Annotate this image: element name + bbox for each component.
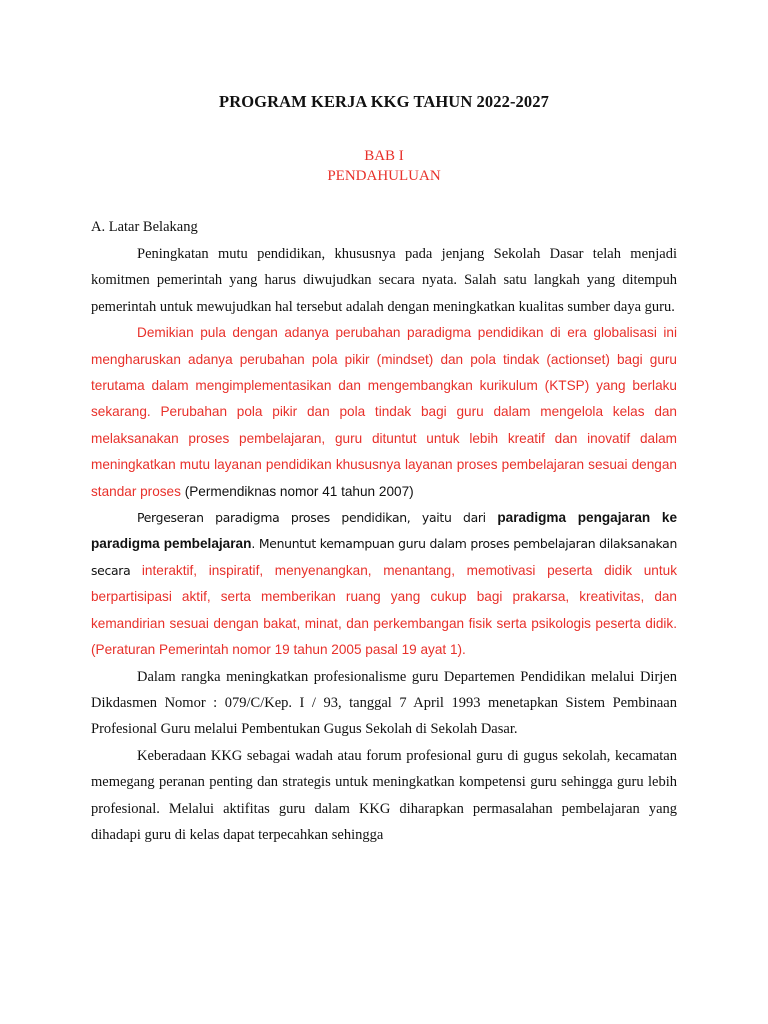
- paragraph-3: [91, 505, 677, 663]
- paragraph-1: [91, 241, 677, 320]
- body-text: [91, 241, 677, 848]
- chapter-heading: [0, 146, 768, 186]
- paragraph-4-text: Dalam rangka meningkatkan profesionalisme guru Departemen Pendidikan melalui Dirjen Dikdasmen Nomor : 079/C/Kep. I / 93, tanggal 7 April 1993 menetapkan Sistem Pembinaan Profesional Guru melalui Pembentukan Gugus Sekolah di Sekolah Dasar.: [91, 668, 677, 738]
- section-heading: A. Latar Belakang: [91, 219, 198, 235]
- paragraph-2-highlight: Demikian pula dengan adanya perubahan paradigma pendidikan di era globalisasi ini mengharuskan adanya perubahan pola pikir (mindset) dan pola tindak (actionset) bagi guru terutama dalam mengimplementasikan dan mengembangkan kurikulum (KTSP) yang berlaku sekarang. Perubahan pola pikir dan pola tindak bagi guru dalam mengelola kelas dan melaksanakan proses pembelajaran, guru dituntut untuk lebih kreatif dan inovatif dalam meningkatkan mutu layanan pendidikan khususnya layanan proses pembelajaran sesuai dengan standar proses: [91, 325, 677, 499]
- paragraph-2: [91, 320, 677, 505]
- paragraph-3-intro: Pergeseran paradigma proses pendidikan, yaitu dari: [137, 510, 498, 526]
- paragraph-5-text: Keberadaan KKG sebagai wadah atau forum profesional guru di gugus sekolah, kecamatan memegang peranan penting dan strategis untuk meningkatkan kompetensi guru sehingga guru lebih profesional. Melalui aktifitas guru dalam KKG diharapkan permasalahan pembelajaran yang dihadapi guru di kelas dapat terpecahkan sehingga: [91, 747, 677, 843]
- paragraph-1-text: Peningkatan mutu pendidikan, khususnya pada jenjang Sekolah Dasar telah menjadi komitmen pemerintah yang harus diwujudkan secara nyata. Salah satu langkah yang ditempuh pemerintah untuk mewujudkan hal tersebut adalah dengan meningkatkan kualitas sumber daya guru.: [91, 246, 677, 315]
- paragraph-2-reference: (Permendiknas nomor 41 tahun 2007): [180, 483, 414, 499]
- paragraph-3-highlight: interaktif, inspiratif, menyenangkan, menantang, memotivasi peserta didik untuk berpartisipasi aktif, serta memberikan ruang yang cukup bagi prakarsa, kreativitas, dan kemandirian sesuai dengan bakat, minat, dan perkembangan fisik serta psikologis peserta didik. (Peraturan Pemerintah nomor 19 tahun 2005 pasal 19 ayat 1).: [91, 562, 677, 658]
- chapter-number: BAB I: [364, 148, 404, 164]
- paragraph-3-middle: . Menuntut kemampuan guru dalam proses pembelajaran dilaksanakan secara: [91, 536, 677, 578]
- paragraph-5: [91, 743, 677, 849]
- paragraph-4: [91, 664, 677, 743]
- paragraph-3-bold: paradigma pengajaran ke paradigma pembelajaran: [91, 510, 678, 552]
- chapter-title: PENDAHULUAN: [327, 168, 441, 184]
- document-title: PROGRAM KERJA KKG TAHUN 2022-2027: [219, 92, 549, 111]
